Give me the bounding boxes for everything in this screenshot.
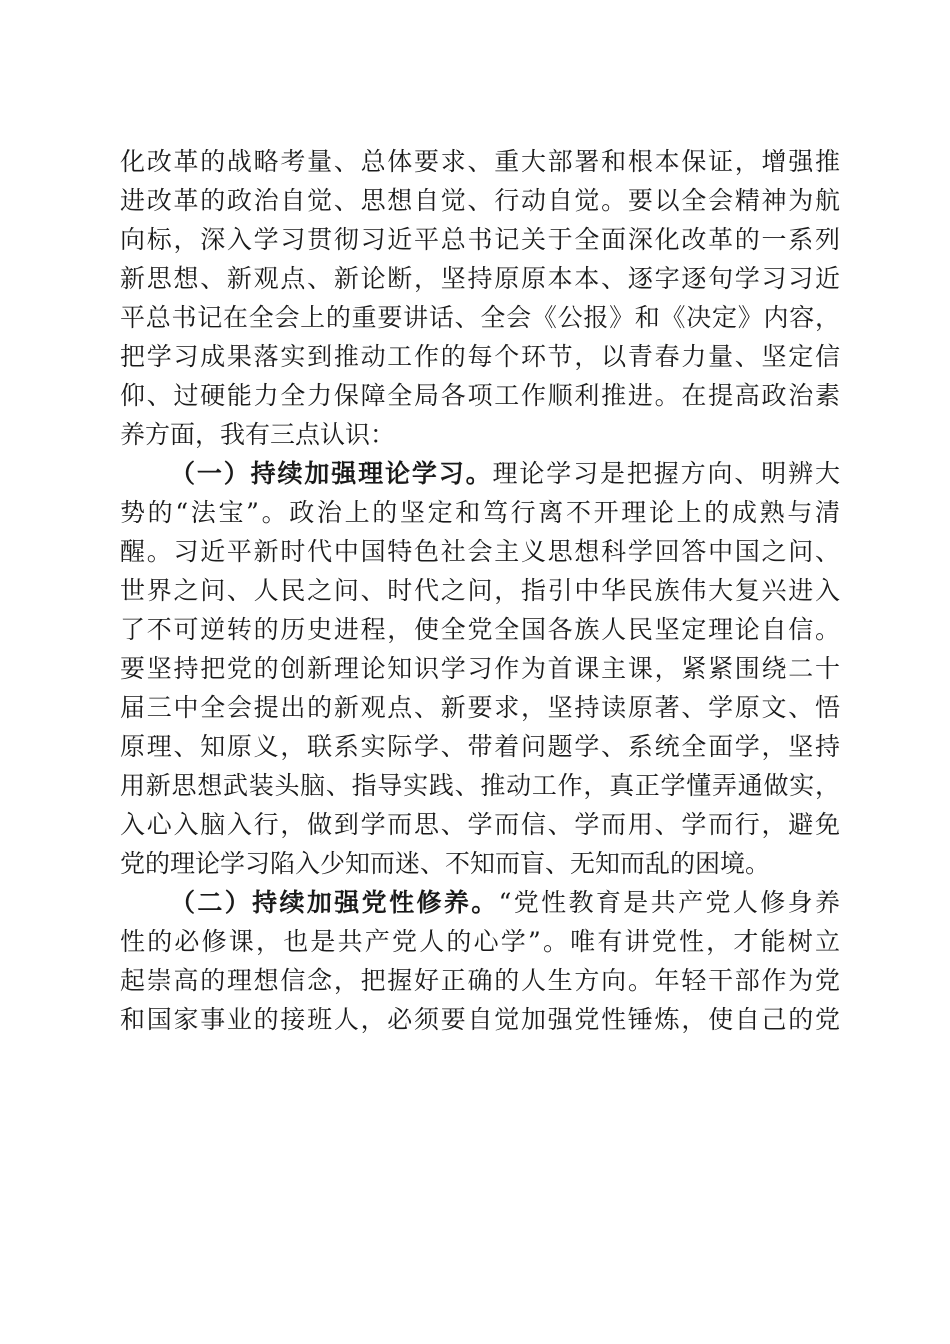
section-first-line-text: 理论学习是把握方向、明辨大 xyxy=(492,459,840,488)
text-line: 要坚持把党的创新理论知识学习作为首课主课，紧紧围绕二十 xyxy=(120,654,840,683)
section-heading: （二）持续加强党性修养。 xyxy=(170,888,499,917)
text-line: 势的“法宝”。政治上的坚定和笃行离不开理论上的成熟与清 xyxy=(120,498,840,527)
text-line: 性的必修课，也是共产党人的心学”。唯有讲党性，才能树立 xyxy=(120,927,840,956)
section-first-line xyxy=(120,883,840,922)
text-line: 入心入脑入行，做到学而思、学而信、学而用、学而行，避免 xyxy=(120,810,840,839)
text-line: 向标，深入学习贯彻习近平总书记关于全面深化改革的一系列 xyxy=(120,225,840,254)
text-line: 了不可逆转的历史进程，使全党全国各族人民坚定理论自信。 xyxy=(120,615,840,644)
document-body xyxy=(120,142,840,1039)
text-line: 平总书记在全会上的重要讲话、全会《公报》和《决定》内容， xyxy=(120,303,840,332)
section-first-line-text: “党性教育是共产党人修身养 xyxy=(498,888,840,917)
section-first-line xyxy=(120,454,840,493)
text-line: 起崇高的理想信念，把握好正确的人生方向。年轻干部作为党 xyxy=(120,966,840,995)
section-theory-study xyxy=(120,454,840,883)
section-party-spirit xyxy=(120,883,840,1039)
text-line: 仰、过硬能力全力保障全局各项工作顺利推进。在提高政治素 xyxy=(120,381,840,410)
text-line: 和国家事业的接班人，必须要自觉加强党性锤炼，使自己的党 xyxy=(120,1005,840,1034)
text-line: 用新思想武装头脑、指导实践、推动工作，真正学懂弄通做实， xyxy=(120,771,840,800)
text-line: 醒。习近平新时代中国特色社会主义思想科学回答中国之问、 xyxy=(120,537,840,566)
text-line: 养方面，我有三点认识： xyxy=(120,420,396,449)
text-line: 新思想、新观点、新论断，坚持原原本本、逐字逐句学习习近 xyxy=(120,264,840,293)
text-line: 化改革的战略考量、总体要求、重大部署和根本保证，增强推 xyxy=(120,147,840,176)
intro-paragraph xyxy=(120,142,840,454)
text-line: 进改革的政治自觉、思想自觉、行动自觉。要以全会精神为航 xyxy=(120,186,840,215)
text-line: 届三中全会提出的新观点、新要求，坚持读原著、学原文、悟 xyxy=(120,693,840,722)
text-line: 党的理论学习陷入少知而迷、不知而盲、无知而乱的困境。 xyxy=(120,849,771,878)
section-heading: （一）持续加强理论学习。 xyxy=(170,459,493,488)
text-line: 原理、知原义，联系实际学、带着问题学、系统全面学，坚持 xyxy=(120,732,840,761)
text-line: 世界之问、人民之问、时代之问，指引中华民族伟大复兴进入 xyxy=(120,576,840,605)
text-line: 把学习成果落实到推动工作的每个环节，以青春力量、坚定信 xyxy=(120,342,840,371)
